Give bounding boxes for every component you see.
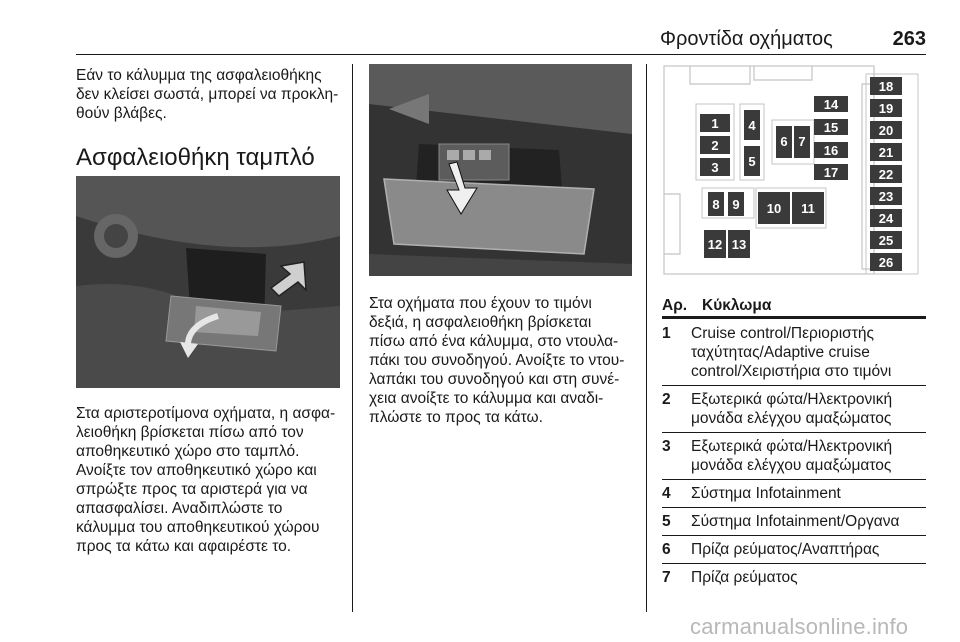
fuse-17: [814, 164, 848, 180]
text-line: απασφαλίσει. Αναδιπλώστε το: [76, 500, 283, 517]
column-header-number: Αρ.: [662, 297, 688, 314]
fuse-13: [728, 230, 750, 258]
fuse-layout-diagram: [662, 64, 926, 276]
dashboard-fusebox-photo: [76, 176, 340, 388]
fuse-1: [700, 114, 730, 132]
fuse-20: [870, 121, 902, 139]
paragraph-left-hand-drive: [76, 404, 346, 461]
row-divider: [662, 507, 926, 508]
fuse-label: 2: [711, 138, 719, 153]
text-line: Πρίζα ρεύματος: [691, 569, 798, 586]
fuse-15: [814, 119, 848, 135]
fuse-label: 4: [748, 118, 756, 133]
fuse-10: [758, 192, 790, 224]
fuse-23: [870, 187, 902, 205]
fuse-label: 24: [878, 211, 894, 226]
section-heading: Ασφαλειοθήκη ταμπλό: [76, 144, 315, 171]
fuse-11: [792, 192, 824, 224]
row-circuit: [691, 484, 927, 503]
text-line: μονάδα ελέγχου αμαξώματος: [691, 457, 892, 474]
paragraph-open-storage: [76, 461, 346, 556]
text-line: θούν βλάβες.: [76, 105, 167, 122]
fuse-9: [728, 192, 744, 216]
text-line: λαπάκι του συνοδηγού και στη συνέ-: [369, 371, 620, 388]
row-circuit: [691, 568, 927, 587]
glovebox-fusebox-photo: [369, 64, 632, 276]
text-line: πλώστε το προς τα κάτω.: [369, 409, 543, 426]
fuse-14: [814, 96, 848, 112]
fuse-25: [870, 231, 902, 249]
intro-paragraph: [76, 66, 346, 123]
fuse-2: [700, 136, 730, 154]
text-line: σπρώξτε προς τα αριστερά για να: [76, 481, 308, 498]
header-rule: [76, 54, 926, 55]
fuse-4: [744, 110, 760, 140]
fuse-label: 21: [878, 145, 894, 160]
text-line: Εξωτερικά φώτα/Ηλεκτρονική: [691, 391, 893, 408]
fuse-8: [708, 192, 724, 216]
row-number: 6: [662, 541, 671, 558]
fuse-19: [870, 99, 902, 117]
table-header-rule: [662, 316, 926, 319]
fuse-label: 25: [878, 233, 894, 248]
fuse-22: [870, 165, 902, 183]
fuse-18: [870, 77, 902, 95]
text-line: μονάδα ελέγχου αμαξώματος: [691, 410, 892, 427]
fuse-label: 12: [707, 237, 723, 252]
text-line: Εξωτερικά φώτα/Ηλεκτρονική: [691, 438, 893, 455]
text-line: Σύστημα Infotainment/Οργανα: [691, 513, 900, 530]
text-line: χεια ανοίξτε το κάλυμμα και αναδι-: [369, 390, 604, 407]
fuse-label: 6: [780, 134, 788, 149]
fuse-label: 22: [878, 167, 894, 182]
glovebox-photo-illustration: [369, 64, 632, 276]
column-divider-right: [646, 64, 647, 612]
fuse-26: [870, 253, 902, 271]
row-circuit: [691, 512, 927, 531]
watermark: carmanualsonline.info: [690, 614, 909, 639]
text-line: Σύστημα Infotainment: [691, 485, 841, 502]
text-line: ταχύτητας/Adaptive cruise: [691, 344, 870, 361]
fuse-5: [744, 146, 760, 176]
fuse-label: 9: [732, 197, 740, 212]
row-divider: [662, 385, 926, 386]
text-line: Πρίζα ρεύματος/Αναπτήρας: [691, 541, 880, 558]
row-circuit: [691, 437, 927, 475]
row-number: 3: [662, 438, 671, 455]
fuse-3: [700, 158, 730, 176]
text-line: Cruise control/Περιοριστής: [691, 325, 874, 342]
text-line: Στα οχήματα που έχουν το τιμόνι: [369, 295, 592, 312]
fuse-label: 16: [823, 143, 839, 158]
text-line: προς τα κάτω και αφαιρέστε το.: [76, 538, 292, 555]
fuse-label: 26: [878, 255, 894, 270]
text-line: Ανοίξτε τον αποθηκευτικό χώρο και: [76, 462, 317, 479]
page-number: 263: [892, 28, 926, 50]
row-divider: [662, 563, 926, 564]
circuit-table-header: [662, 297, 926, 315]
fuse-24: [870, 209, 902, 227]
fuse-label: 10: [766, 201, 782, 216]
fuse-label: 15: [823, 120, 839, 135]
fuse-label: 8: [712, 197, 720, 212]
row-divider: [662, 432, 926, 433]
fuse-16: [814, 142, 848, 158]
row-number: 2: [662, 391, 671, 408]
fuse-label: 17: [823, 165, 839, 180]
fuse-label: 14: [823, 97, 839, 112]
row-number: 5: [662, 513, 671, 530]
paragraph-right-hand-drive: [369, 294, 644, 427]
text-line: πίσω από ένα κάλυμμα, στο ντουλα-: [369, 333, 619, 350]
text-line: Στα αριστεροτίμονα οχήματα, η ασφα-: [76, 405, 336, 422]
fuse-label: 7: [798, 134, 806, 149]
fuse-label: 11: [801, 201, 815, 216]
fuse-label: 20: [878, 123, 894, 138]
fuse-21: [870, 143, 902, 161]
fuse-6: [776, 126, 792, 158]
row-divider: [662, 535, 926, 536]
fuse-label: 3: [711, 160, 719, 175]
fuse-label: 23: [878, 189, 894, 204]
text-line: δεξιά, η ασφαλειοθήκη βρίσκεται: [369, 314, 592, 331]
text-line: Εάν το κάλυμμα της ασφαλειοθήκης: [76, 67, 322, 84]
column-header-circuit: Κύκλωμα: [702, 297, 772, 314]
fuse-label: 5: [748, 154, 756, 169]
text-line: κάλυμμα του αποθηκευτικού χώρου: [76, 519, 320, 536]
row-number: 4: [662, 485, 671, 502]
dashboard-photo-illustration: [76, 176, 340, 388]
text-line: λειοθήκη βρίσκεται πίσω από τον: [76, 424, 304, 441]
fuse-label: 13: [731, 237, 747, 252]
row-circuit: [691, 540, 927, 559]
fuse-label: 1: [711, 116, 719, 131]
row-number: 7: [662, 569, 671, 586]
fuse-7: [794, 126, 810, 158]
row-circuit: [691, 324, 927, 381]
fuse-12: [704, 230, 726, 258]
header-title: Φροντίδα οχήματος: [660, 28, 833, 50]
column-divider-left: [352, 64, 353, 612]
fuse-label: 18: [878, 79, 894, 94]
text-line: δεν κλείσει σωστά, μπορεί να προκλη-: [76, 86, 339, 103]
text-line: control/Χειριστήρια στο τιμόνι: [691, 363, 892, 380]
row-divider: [662, 479, 926, 480]
fuse-label: 19: [878, 101, 894, 116]
row-circuit: [691, 390, 927, 428]
text-line: αποθηκευτικό χώρο στο ταμπλό.: [76, 443, 300, 460]
text-line: πάκι του συνοδηγού. Ανοίξτε το ντου-: [369, 352, 625, 369]
row-number: 1: [662, 325, 671, 342]
